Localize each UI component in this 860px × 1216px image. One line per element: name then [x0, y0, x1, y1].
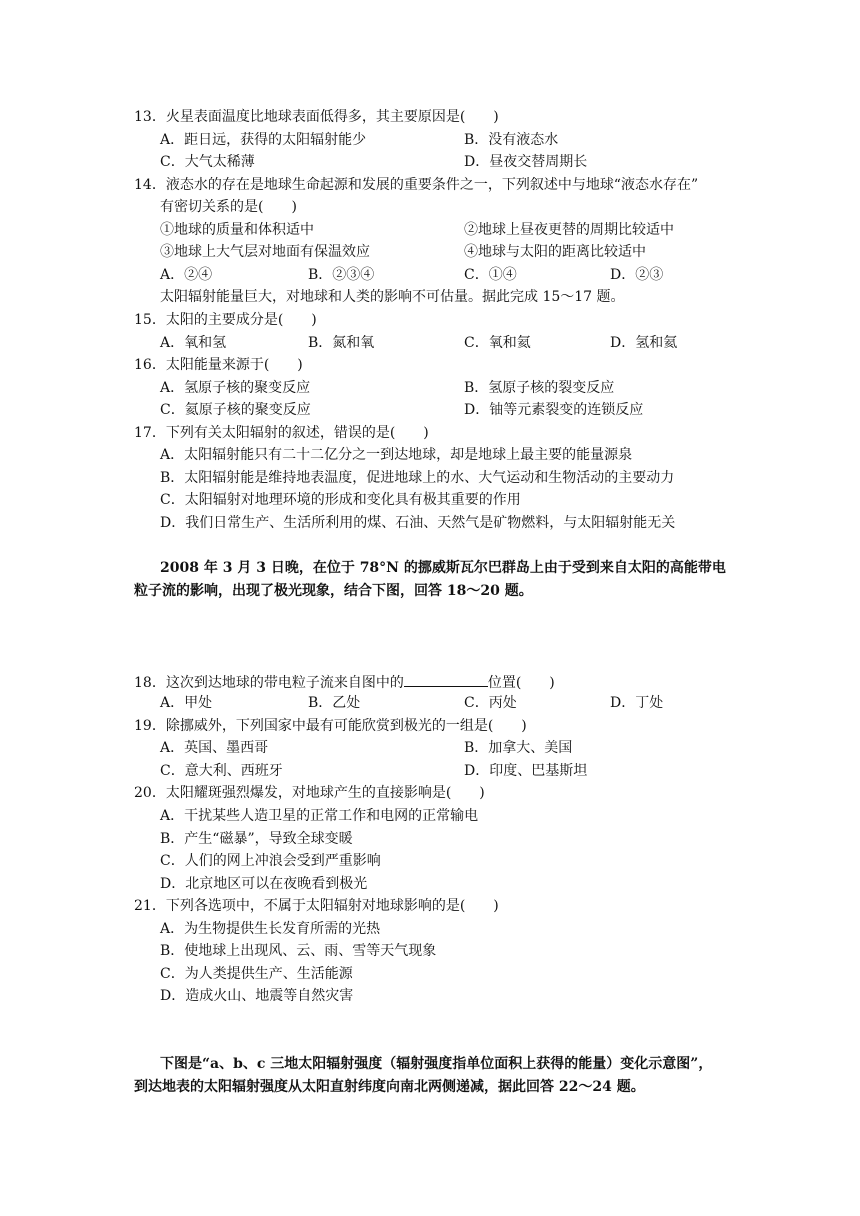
q14-option-d: D．②③ — [610, 267, 664, 283]
q18-option-d: D．丁处 — [610, 695, 664, 711]
q15-option-c: C．氧和氦 — [464, 335, 531, 351]
q14-statement-2: ②地球上昼夜更替的周期比较适中 — [464, 222, 674, 238]
q16-option-a: A．氢原子核的聚变反应 — [160, 380, 311, 396]
intro-18-20-line1: 2008 年 3 月 3 日晚，在位于 78°N 的挪威斯瓦尔巴群岛上由于受到来自太阳的高能带电 — [160, 560, 726, 576]
q17-stem: 17．下列有关太阳辐射的叙述，错误的是( ) — [134, 425, 429, 441]
q19-option-c: C．意大利、西班牙 — [160, 763, 283, 779]
q16-option-b: B．氢原子核的裂变反应 — [464, 380, 615, 396]
intro-18-20-line2: 粒子流的影响，出现了极光现象，结合下图，回答 18～20 题。 — [134, 583, 533, 599]
q19-option-b: B．加拿大、美国 — [464, 740, 573, 756]
intro-22-24-line1: 下图是“a、b、c 三地太阳辐射强度（辐射强度指单位面积上获得的能量）变化示意图”， — [160, 1056, 713, 1072]
q19-option-a: A．英国、墨西哥 — [160, 740, 269, 756]
q17-option-a: A．太阳辐射能只有二十二亿分之一到达地球，却是地球上最主要的能量源泉 — [160, 447, 633, 463]
q14-statement-4: ④地球与太阳的距离比较适中 — [464, 244, 646, 260]
q20-option-d: D．北京地区可以在夜晚看到极光 — [160, 876, 368, 892]
q13-option-a: A．距日远，获得的太阳辐射能少 — [160, 132, 367, 148]
q14-option-a: A．②④ — [160, 267, 213, 283]
q19-option-d: D．印度、巴基斯坦 — [464, 763, 588, 779]
q15-stem: 15．太阳的主要成分是( ) — [134, 312, 317, 328]
q18-stem-part1: 18．这次到达地球的带电粒子流来自图中的 — [134, 675, 404, 691]
q16-option-d: D．铀等元素裂变的连锁反应 — [464, 402, 644, 418]
q20-stem: 20．太阳耀斑强烈爆发，对地球产生的直接影响是( ) — [134, 785, 485, 801]
q21-option-c: C．为人类提供生产、生活能源 — [160, 966, 353, 982]
q14-option-b: B．②③④ — [308, 267, 375, 283]
q15-option-d: D．氢和氦 — [610, 335, 678, 351]
q13-option-d: D．昼夜交替周期长 — [464, 154, 588, 170]
q14-stem-line1: 14．液态水的存在是地球生命起源和发展的重要条件之一，下列叙述中与地球“液态水存在” — [134, 177, 699, 193]
q15-option-a: A．氧和氢 — [160, 335, 227, 351]
q13-option-b: B．没有液态水 — [464, 132, 559, 148]
q13-stem: 13．火星表面温度比地球表面低得多，其主要原因是( ) — [134, 109, 499, 125]
q14-statement-3: ③地球上大气层对地面有保温效应 — [160, 244, 370, 260]
q21-option-d: D．造成火山、地震等自然灾害 — [160, 988, 354, 1004]
intro-15-17: 太阳辐射能量巨大，对地球和人类的影响不可估量。据此完成 15～17 题。 — [160, 289, 625, 305]
q17-option-d: D．我们日常生产、生活所利用的煤、石油、天然气是矿物燃料，与太阳辐射能无关 — [160, 515, 676, 531]
q19-stem: 19．除挪威外，下列国家中最有可能欣赏到极光的一组是( ) — [134, 718, 527, 734]
q16-option-c: C．氦原子核的聚变反应 — [160, 402, 311, 418]
q20-option-a: A．干扰某些人造卫星的正常工作和电网的正常输电 — [160, 808, 479, 824]
q16-stem: 16．太阳能量来源于( ) — [134, 357, 303, 373]
q21-stem: 21．下列各选项中，不属于太阳辐射对地球影响的是( ) — [134, 898, 499, 914]
q18-option-c: C．丙处 — [464, 695, 517, 711]
q20-option-b: B．产生“磁暴”，导致全球变暖 — [160, 831, 353, 847]
q14-stem-line2: 有密切关系的是( ) — [160, 199, 297, 215]
q15-option-b: B．氮和氧 — [308, 335, 375, 351]
q18-option-b: B．乙处 — [308, 695, 361, 711]
q17-option-c: C．太阳辐射对地理环境的形成和变化具有极其重要的作用 — [160, 492, 521, 508]
q21-option-b: B．使地球上出现风、云、雨、雪等天气现象 — [160, 943, 437, 959]
q14-statement-1: ①地球的质量和体积适中 — [160, 222, 314, 238]
q18-option-a: A．甲处 — [160, 695, 213, 711]
q18-stem-part2: 位置( ) — [487, 675, 555, 691]
q13-option-c: C．大气太稀薄 — [160, 154, 255, 170]
q14-option-c: C．①④ — [464, 267, 517, 283]
answer-blank — [404, 672, 488, 687]
q20-option-c: C．人们的网上冲浪会受到严重影响 — [160, 853, 381, 869]
q17-option-b: B．太阳辐射能是维持地表温度，促进地球上的水、大气运动和生物活动的主要动力 — [160, 470, 675, 486]
q21-option-a: A．为生物提供生长发育所需的光热 — [160, 921, 381, 937]
intro-22-24-line2: 到达地表的太阳辐射强度从太阳直射纬度向南北两侧递减，据此回答 22～24 题。 — [134, 1079, 645, 1095]
q18-stem — [134, 672, 555, 692]
